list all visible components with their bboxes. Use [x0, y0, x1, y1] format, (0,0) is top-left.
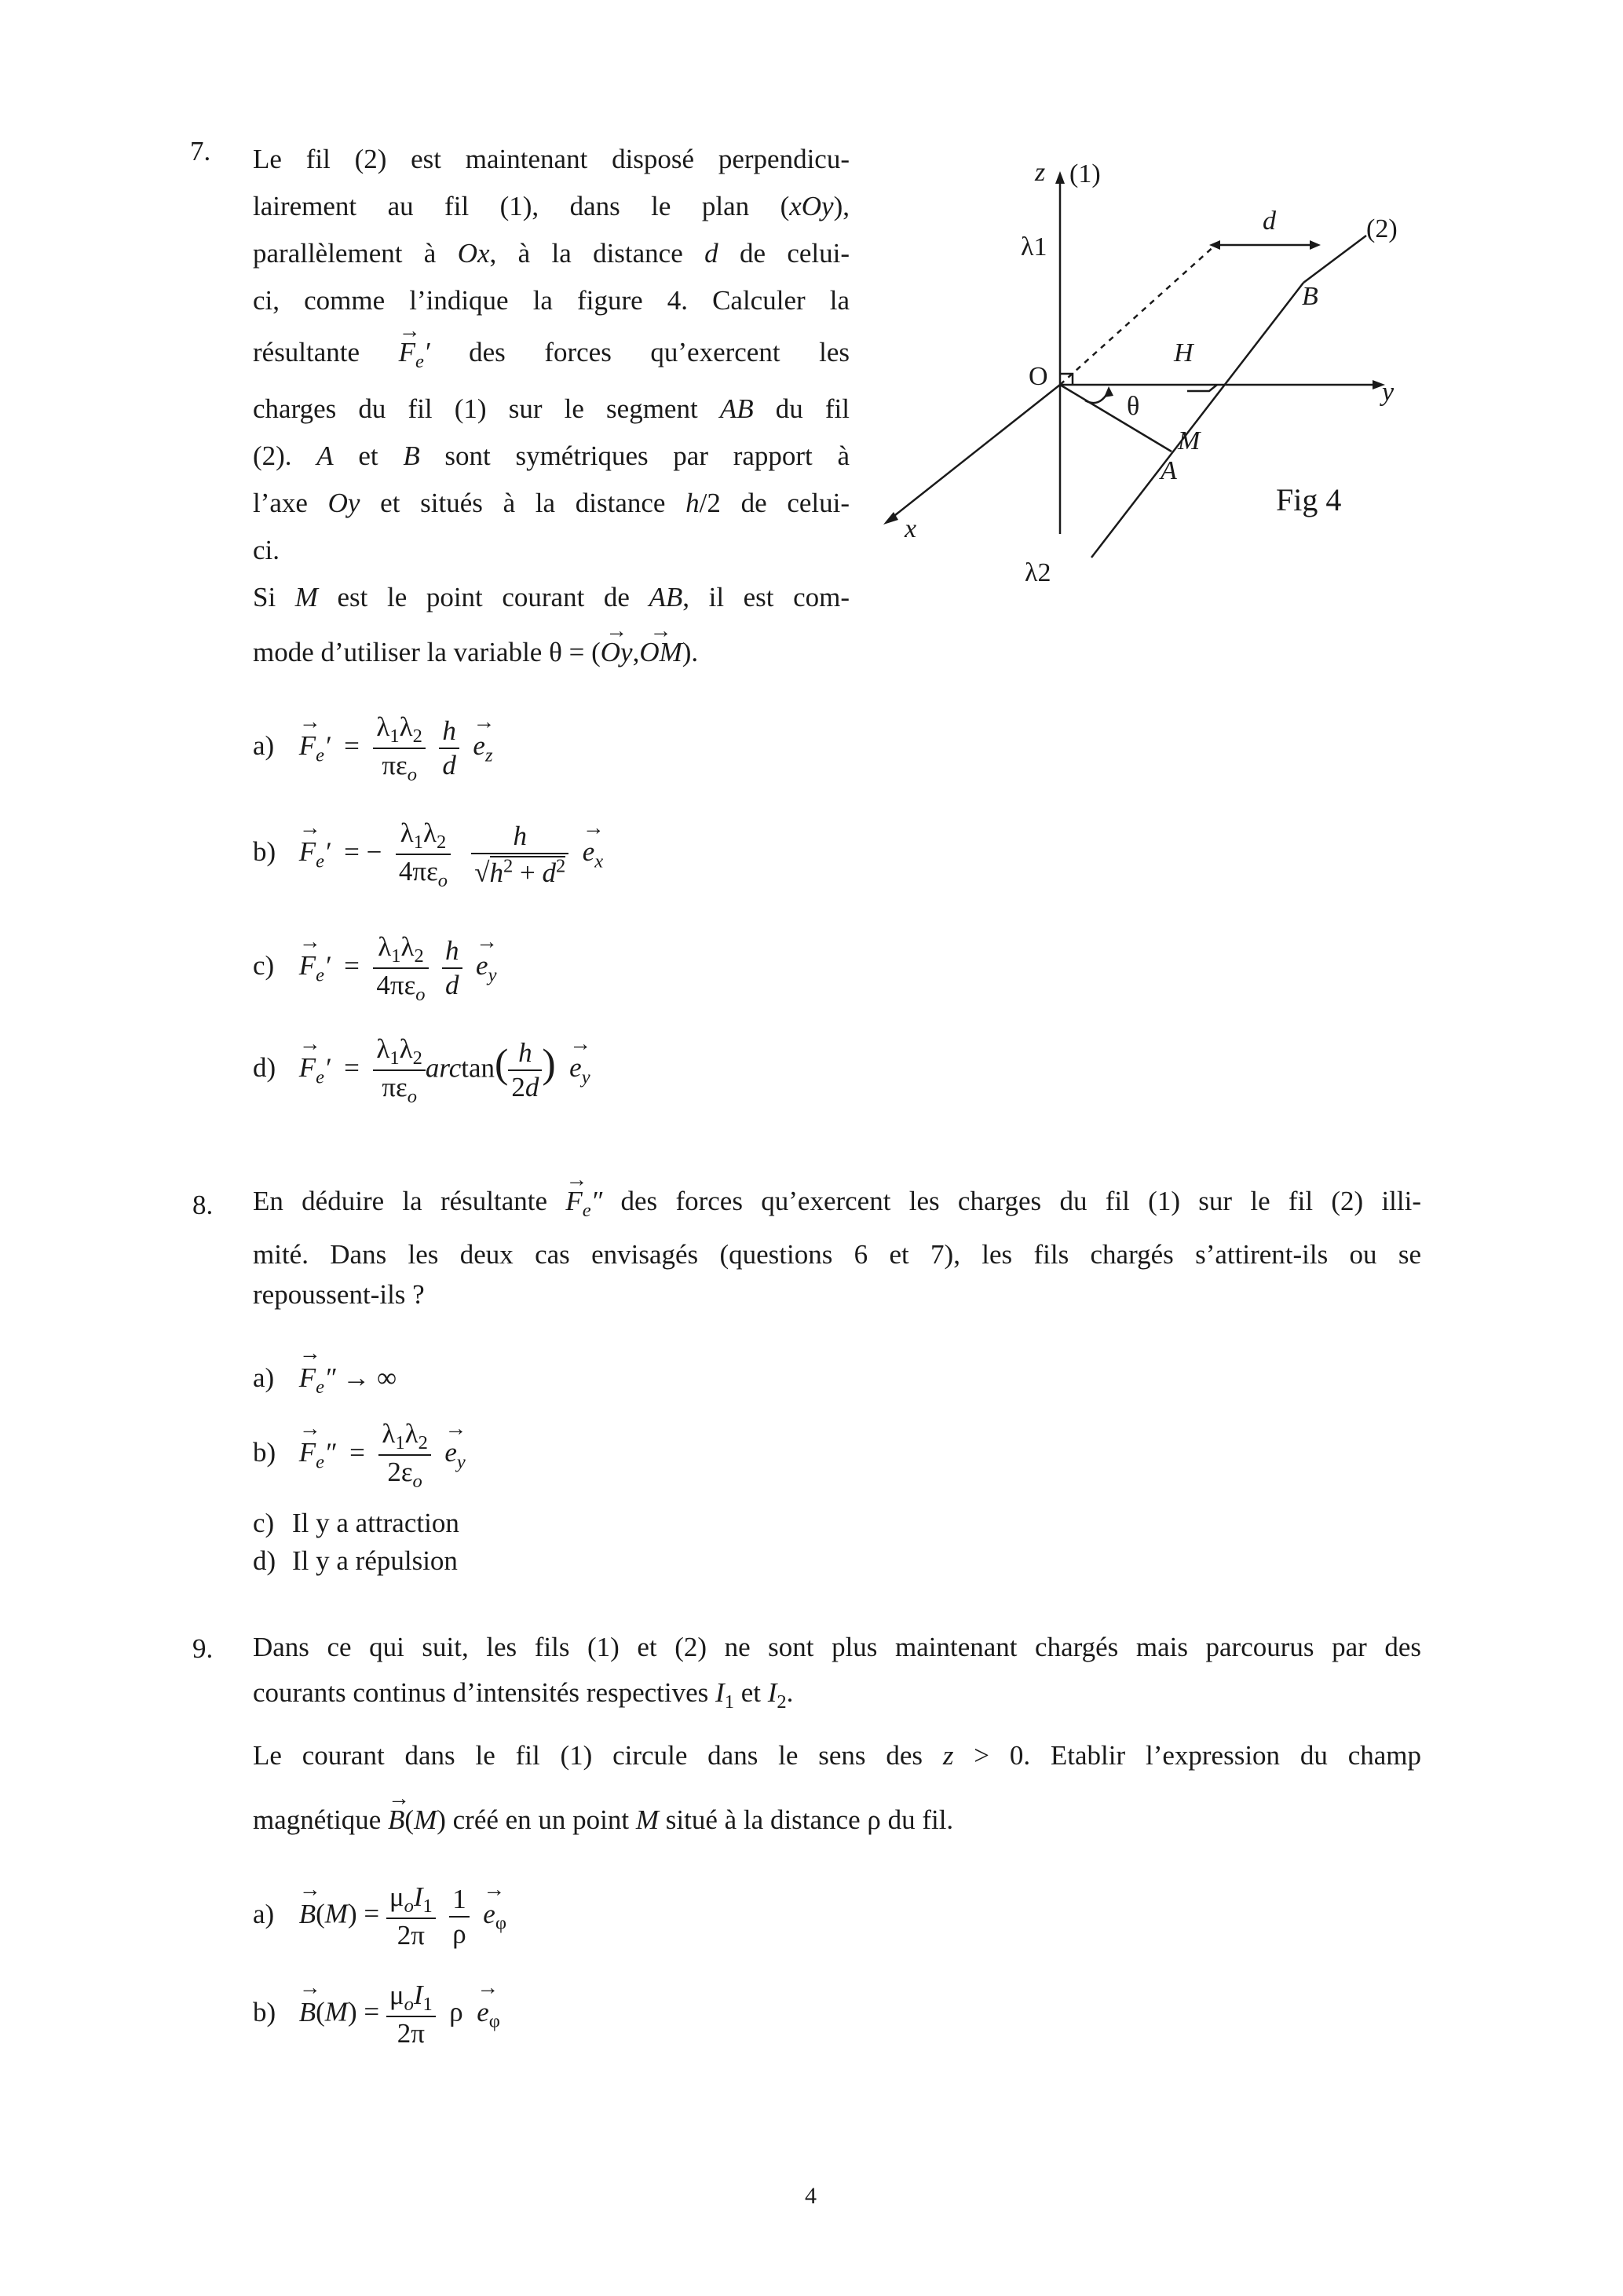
m-label: M	[1178, 426, 1201, 455]
figure-4	[864, 141, 1508, 612]
om-line	[1060, 385, 1172, 452]
q7-line-11: mode d’utiliser la variable θ = (→ Oy,→ OM).	[253, 629, 850, 676]
theta-arrowhead	[1104, 386, 1113, 397]
wire-1-label: (1)	[1069, 159, 1101, 188]
d-arrowhead-right	[1310, 240, 1321, 250]
q8-text	[253, 1178, 1421, 1314]
q8-option-d-label: d)	[253, 1545, 276, 1576]
y-label: y	[1382, 378, 1395, 407]
a-label: A	[1161, 456, 1177, 485]
q9-option-b[interactable]: b) → B(M) = $\frac{\mu_oI_1}{2\pi}$ $\rho \to e_\varphi$	[253, 1979, 500, 2050]
x-label: x	[905, 514, 917, 543]
q8-line-1: En déduire la résultante → $F_e''$ des forces qu’exercent les charges du fil (1) sur le fil (2) illi-	[253, 1178, 1421, 1234]
q9-text	[253, 1624, 1421, 1844]
q9-line-1: Dans ce qui suit, les fils (1) et (2) ne sont plus maintenant chargés mais parcourus par des	[253, 1632, 1421, 1662]
wire-2-line	[1091, 283, 1303, 558]
h-label: H	[1174, 338, 1193, 367]
q7-line-10: Si M est le point courant de AB, il est com-	[253, 582, 850, 612]
q8-option-d-text: Il y a répulsion	[292, 1545, 458, 1576]
q8-option-d[interactable]	[253, 1545, 458, 1577]
d-arrowhead-left	[1209, 240, 1220, 250]
q9-line-3: Le courant dans le fil (1) circule dans le sens des z > 0. Etablir l’expression du champ	[253, 1740, 1421, 1771]
z-label: z	[1035, 158, 1046, 187]
q8-line-3: repoussent-ils ?	[253, 1279, 425, 1310]
lambda-2-label: λ2	[1025, 558, 1051, 587]
q7-line-7: (2). A et B sont symétriques par rapport à	[253, 441, 850, 471]
lambda-1-label: λ1	[1021, 232, 1047, 261]
q7-line-6: charges du fil (1) sur le segment AB du fil	[253, 393, 850, 424]
q7-line-9: ci.	[253, 535, 280, 565]
q7-line-2: lairement au fil (1), dans le plan (xOy),	[253, 191, 850, 221]
q9-option-a[interactable]: a) → B(M) = $\frac{\mu_oI_1}{2\pi}$ $\frac{1}{\rho}$ → $e_\varphi$	[253, 1881, 506, 1952]
q8-number: 8.	[192, 1190, 214, 1220]
x-axis-line	[891, 385, 1060, 518]
q9-line-4: magnétique → B(M) créé en un point M situé à la distance ρ du fil.	[253, 1797, 1421, 1844]
q8-line-2: mité. Dans les deux cas envisagés (questions 6 et 7), les fils chargés s’attirent-ils ou se	[253, 1239, 1421, 1270]
q8-option-c-label: c)	[253, 1508, 275, 1538]
q8-option-b[interactable]: $b) \to F_e''$ = $\frac{\lambda_1\lambda_2}{2\varepsilon_o}$ → $e_y$	[253, 1417, 466, 1493]
figure-caption: Fig 4	[1276, 482, 1342, 517]
b-label: B	[1302, 282, 1318, 311]
q8-option-c-text: Il y a attraction	[292, 1508, 459, 1538]
d-label: d	[1263, 207, 1276, 236]
page-number: 4	[805, 2183, 817, 2209]
q7-option-d[interactable]: $d) \to F_e'$ = $\frac{\lambda_1\lambda_2}{\pi\varepsilon_o}$ arctan( $\frac{h}{2d}$ ) → $e_y$	[253, 1033, 590, 1109]
q7-number: 7.	[190, 136, 211, 166]
q7-option-a[interactable]: $a) \to F_e'$ = $\frac{\lambda_1\lambda_2}{\pi\varepsilon_o}$ $\frac{h}{d}$ → $e_z$	[253, 711, 492, 787]
origin-label: O	[1029, 362, 1048, 391]
theta-label: θ	[1127, 392, 1140, 421]
z-arrowhead	[1055, 171, 1065, 184]
q7-line-1: Le fil (2) est maintenant disposé perpendicu-	[253, 144, 850, 174]
q7-line-4: ci, comme l’indique la figure 4. Calculer la	[253, 285, 850, 316]
q7-option-b[interactable]: $b) \to F_e'$ = − $\frac{\lambda_1\lambda_2}{4\pi\varepsilon_o}$ $\frac{h}{√h^2 + d^2}$ → $e_x$	[253, 817, 603, 893]
q7-text	[253, 136, 850, 676]
q9-number: 9.	[192, 1633, 214, 1664]
q9-line-2: courants continus d’intensités respectives $I_1$ et $I_2$.	[253, 1677, 794, 1713]
q8-option-a[interactable]: $a) \to F_e''$ → ∞	[253, 1362, 397, 1398]
q7-line-3: parallèlement à Ox, à la distance d de celui-	[253, 238, 850, 269]
q8-option-c[interactable]	[253, 1508, 459, 1539]
q7-option-c[interactable]: $c) \to F_e'$ = $\frac{\lambda_1\lambda_2}{4\pi\varepsilon_o}$ $\frac{h}{d}$ → $e_y$	[253, 930, 496, 1007]
q7-line-8: l’axe Oy et situés à la distance h/2 de celui-	[253, 488, 850, 518]
wire-2-label: (2)	[1366, 214, 1398, 243]
q7-line-5: résultante → $F_e'$ des forces qu’exercent les	[253, 329, 850, 386]
